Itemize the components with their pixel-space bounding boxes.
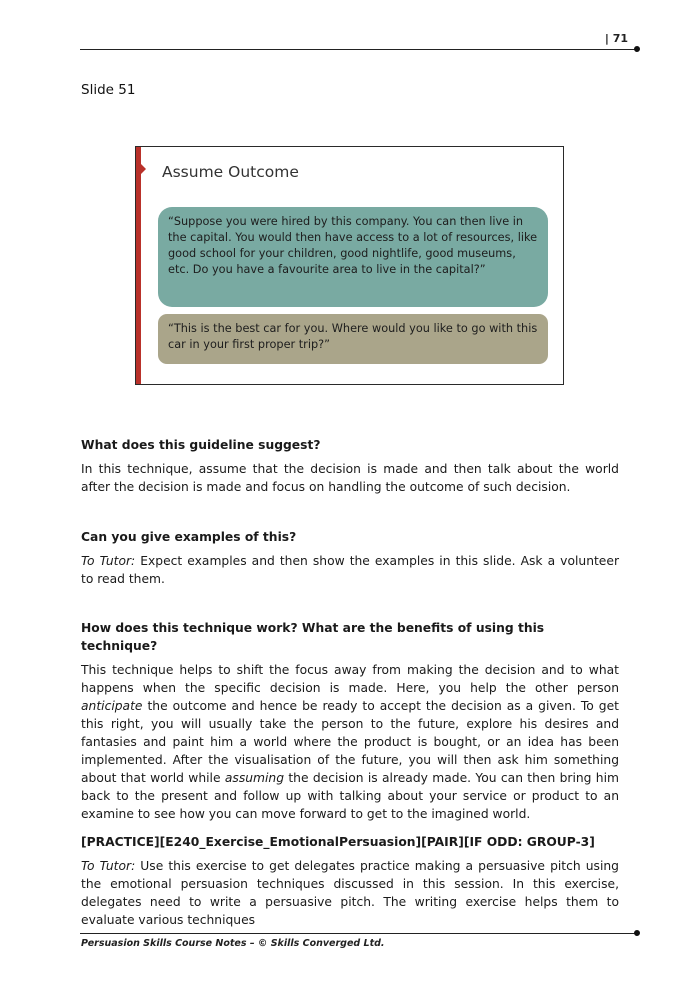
section-how-it-works [81,619,619,823]
slide-arrow-icon [140,163,146,175]
answer-text: This technique helps to shift the focus away from making the decision and to what happens when the specific decision is made. Here, you help the other person [81,663,619,695]
section-question: How does this technique work? What are the benefits of using this technique? [81,621,545,653]
section-question: [PRACTICE][E240_Exercise_EmotionalPersuasion][PAIR][IF ODD: GROUP-3] [81,835,595,849]
section-question: Can you give examples of this? [81,530,297,544]
slide-label: Slide 51 [81,82,136,98]
answer-emphasis: assuming [224,771,285,785]
tutor-note: Use this exercise to get delegates practice making a persuasive pitch using the emotional persuasion techniques discussed in this session. In this exercise, delegates need to write a persuasive pitch. The writing exercise helps them to evaluate various techniques [81,859,619,927]
tutor-note: Expect examples and then show the examples in this slide. Ask a volunteer to read them. [81,554,619,586]
slide-accent-bar [136,147,141,384]
footer-text: Persuasion Skills Course Notes – © Skills Converged Ltd. [81,938,385,949]
slide-thumbnail [135,146,564,385]
section-examples [81,528,619,588]
section-guideline [81,436,619,496]
header-rule-dot [634,46,640,52]
section-practice [81,833,619,929]
answer-text: the outcome and hence be ready to accept the decision as a given. To get this right, you will usually take the person to the future, explore his desires and fantasies and paint him a world where the product is bought, or an idea has been implemented. After the visualisation of the future, you will then ask him something about that world while [81,699,619,785]
slide-title: Assume Outcome [162,163,299,181]
footer-rule [80,933,636,934]
section-answer [81,857,619,929]
footer-rule-dot [634,930,640,936]
section-answer [81,661,619,823]
section-answer: In this technique, assume that the decision is made and then talk about the world after the decision is made and focus on handling the outcome of such decision. [81,462,619,494]
slide-quote-2: “This is the best car for you. Where would you like to go with this car in your first proper trip?” [158,314,548,364]
tutor-label: To Tutor: [81,859,136,873]
answer-emphasis: anticipate [81,699,143,713]
tutor-label: To Tutor: [81,554,136,568]
section-question: What does this guideline suggest? [81,438,321,452]
section-answer [81,552,619,588]
page-number: | 71 [604,32,628,45]
header-rule [80,49,636,50]
answer-text: the decision is already made. You can then bring him back to the present and follow up with talking about your service or product to an examine to see how you can move forward to get to the imagined world. [81,771,619,821]
slide-quote-1: “Suppose you were hired by this company. You can then live in the capital. You would then have access to a lot of resources, like good school for your children, good nightlife, good museums, etc. Do you have a favourite area to live in the capital?” [158,207,548,307]
